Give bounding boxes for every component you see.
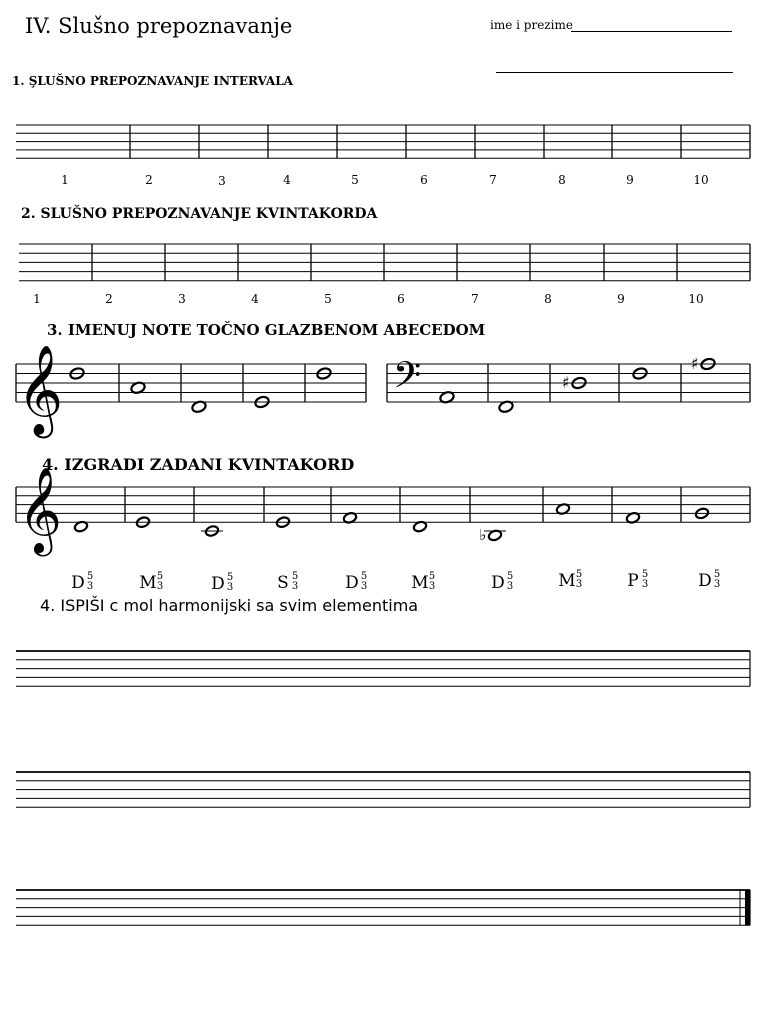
chord-label-letter: D — [491, 573, 505, 593]
triad-number: 8 — [544, 292, 552, 306]
triad-number: 4 — [251, 292, 259, 306]
triad-number: 7 — [471, 292, 479, 306]
chord-label-top: 5 — [86, 571, 94, 582]
interval-number: 4 — [283, 173, 291, 187]
triad-number: 6 — [397, 292, 405, 306]
chord-label-bottom: 3 — [226, 582, 234, 593]
final-barline — [745, 890, 750, 925]
chord-label-letter: D — [71, 573, 85, 593]
chord-label-top: 5 — [506, 571, 514, 582]
section-3-heading: 3. IMENUJ NOTE TOČNO GLAZBENOM ABECEDOM — [47, 321, 486, 339]
triad-number: 10 — [688, 292, 704, 306]
name-label: ime i prezime — [490, 18, 573, 32]
chord-label-bottom: 3 — [156, 581, 164, 592]
chord-label-top: 5 — [641, 569, 649, 580]
chord-label-top: 5 — [428, 571, 436, 582]
chord-label-top: 5 — [360, 571, 368, 582]
interval-number: 3 — [218, 174, 226, 188]
chord-label-bottom: 3 — [575, 579, 583, 590]
interval-number: 9 — [626, 173, 634, 187]
chord-label-letter: D — [698, 571, 712, 591]
chord-label-letter: M — [411, 573, 429, 593]
chord-label-bottom: 3 — [360, 581, 368, 592]
interval-number: 8 — [558, 173, 566, 187]
triad-number: 1 — [33, 292, 41, 306]
treble-clef-icon: 𝄞 — [18, 467, 62, 554]
chord-label-letter: D — [211, 574, 225, 594]
chord-label-bottom: 3 — [291, 581, 299, 592]
chord-label-letter: M — [558, 571, 576, 591]
interval-number: 6 — [420, 173, 428, 187]
triad-number: 9 — [617, 292, 625, 306]
sharp-sign: ♯ — [561, 373, 570, 393]
bass-clef-icon: 𝄢 — [392, 354, 422, 406]
chord-label-letter: P — [627, 571, 639, 591]
interval-number: 2 — [145, 173, 153, 187]
interval-number: 10 — [693, 173, 709, 187]
section-2-heading: 2. SLUŠNO PREPOZNAVANJE KVINTAKORDA — [21, 206, 378, 222]
interval-number: 7 — [489, 173, 497, 187]
interval-number: 5 — [351, 173, 359, 187]
chord-label-letter: S — [277, 573, 289, 593]
triad-number: 5 — [324, 292, 332, 306]
chord-label-bottom: 3 — [713, 579, 721, 590]
treble-clef-icon: 𝄞 — [16, 345, 64, 435]
interval-number: 1 — [61, 173, 69, 187]
chord-label-top: 5 — [575, 569, 583, 580]
chord-label-letter: D — [345, 573, 359, 593]
chord-label-bottom: 3 — [86, 581, 94, 592]
chord-label-top: 5 — [713, 569, 721, 580]
section-1-heading: 1. ŞLUŠNO PREPOZNAVANJE INTERVALA — [12, 74, 293, 88]
chord-label-bottom: 3 — [506, 581, 514, 592]
chord-label-letter: M — [139, 573, 157, 593]
chord-label-top: 5 — [226, 572, 234, 583]
triad-number: 2 — [105, 292, 113, 306]
section-4-heading: 4. IZGRADI ZADANI KVINTAKORD — [42, 455, 355, 474]
section-5-heading: 4. ISPIŠI c mol harmonijski sa svim elementima — [40, 596, 419, 615]
chord-label-bottom: 3 — [641, 579, 649, 590]
triad-number: 3 — [178, 292, 186, 306]
chord-label-bottom: 3 — [428, 581, 436, 592]
flat-sign: ♭ — [479, 526, 487, 545]
page-title: IV. Slušno prepoznavanje — [25, 14, 293, 38]
chord-label-top: 5 — [156, 571, 164, 582]
chord-label-top: 5 — [291, 571, 299, 582]
sharp-sign: ♯ — [690, 354, 699, 374]
